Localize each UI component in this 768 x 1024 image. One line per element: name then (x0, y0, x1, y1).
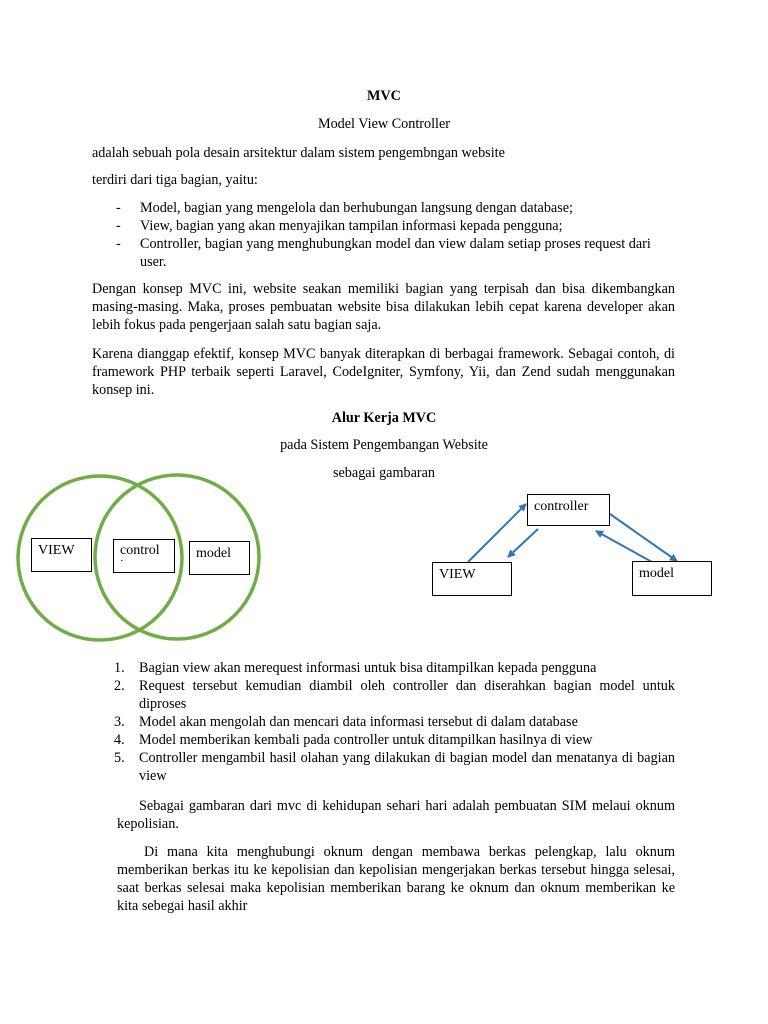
flow-model-label: model (639, 566, 674, 581)
paragraph-example-detail: Di mana kita menghubungi oknum dengan membawa berkas pelengkap, lalu oknum memberikan berkas itu ke kepolisian dan kepolisian mengerjakan berkas tersebut hingga selesai, saat berkas selesai maka kepolisian memberikan barang ke oknum dan oknum memberikan ke kita sebegai hasil akhir (117, 844, 675, 914)
intro-line-2: terdiri dari tiga bagian, yaitu: (92, 172, 258, 188)
section-title: Alur Kerja MVC (331, 410, 437, 426)
venn-control-overflow: · (120, 555, 124, 567)
venn-view-label: VIEW (38, 543, 75, 558)
flow-controller-box (527, 494, 610, 526)
flow-controller-label: controller (534, 499, 589, 514)
paragraph-example: Sebagai gambaran dari mvc di kehidupan sehari hari adalah pembuatan SIM melaui oknum kepolisian. (117, 798, 675, 832)
workflow-steps (114, 659, 675, 785)
venn-model-box (189, 541, 250, 575)
list-item: 1. Bagian view akan merequest informasi untuk bisa ditampilkan kepada pengguna (114, 660, 597, 676)
list-item: - Controller, bagian yang menghubungkan model dan view dalam setiap proses request dari user. (92, 235, 675, 271)
arrow-controller-to-view (508, 529, 538, 557)
venn-control-label: control (120, 543, 160, 558)
list-item: - View, bagian yang akan menyajikan tampilan informasi kepada pengguna; (92, 217, 675, 235)
list-item: 4. Model memberikan kembali pada controller untuk ditampilkan hasilnya di view (114, 732, 593, 748)
arrow-model-to-controller (596, 531, 652, 562)
list-item: 3. Model akan mengolah dan mencari data informasi tersebut di dalam database (114, 714, 578, 730)
flow-view-label: VIEW (439, 567, 476, 582)
list-item: 5. Controller mengambil hasil olahan yang dilakukan di bagian model dan menatanya di bagian view (114, 750, 675, 784)
arrow-controller-to-model (610, 514, 677, 561)
intro-line-1: adalah sebuah pola desain arsitektur dalam sistem pengembngan website (92, 145, 505, 161)
list-item: 2. Request tersebut kemudian diambil oleh controller dan diserahkan bagian model untuk diproses (114, 678, 675, 712)
flow-model-box (632, 561, 712, 596)
paragraph-framework: Karena dianggap efektif, konsep MVC banyak diterapkan di berbagai framework. Sebagai contoh, di framework PHP terbaik seperti Laravel, CodeIgniter, Symfony, Yii, dan Zend sudah menggunakan konsep ini. (92, 346, 675, 398)
venn-model-label: model (196, 546, 231, 561)
page-title: MVC (367, 88, 401, 104)
flow-view-box (432, 562, 512, 596)
section-caption: sebagai gambaran (332, 465, 436, 481)
venn-view-box (31, 538, 92, 572)
section-subtitle: pada Sistem Pengembangan Website (280, 437, 488, 453)
arrow-view-to-controller (468, 504, 526, 562)
paragraph-concept: Dengan konsep MVC ini, website seakan memiliki bagian yang terpisah dan bisa dikembangkan masing-masing. Maka, proses pembuatan website bisa dilakukan lebih cepat karena developer akan lebih fokus pada pengerjaan salah satu bagian saja. (92, 281, 675, 333)
component-list (92, 199, 675, 271)
page-subtitle: Model View Controller (317, 116, 451, 132)
list-item: - Model, bagian yang mengelola dan berhubungan langsung dengan database; (92, 199, 675, 217)
venn-control-box (113, 539, 175, 573)
